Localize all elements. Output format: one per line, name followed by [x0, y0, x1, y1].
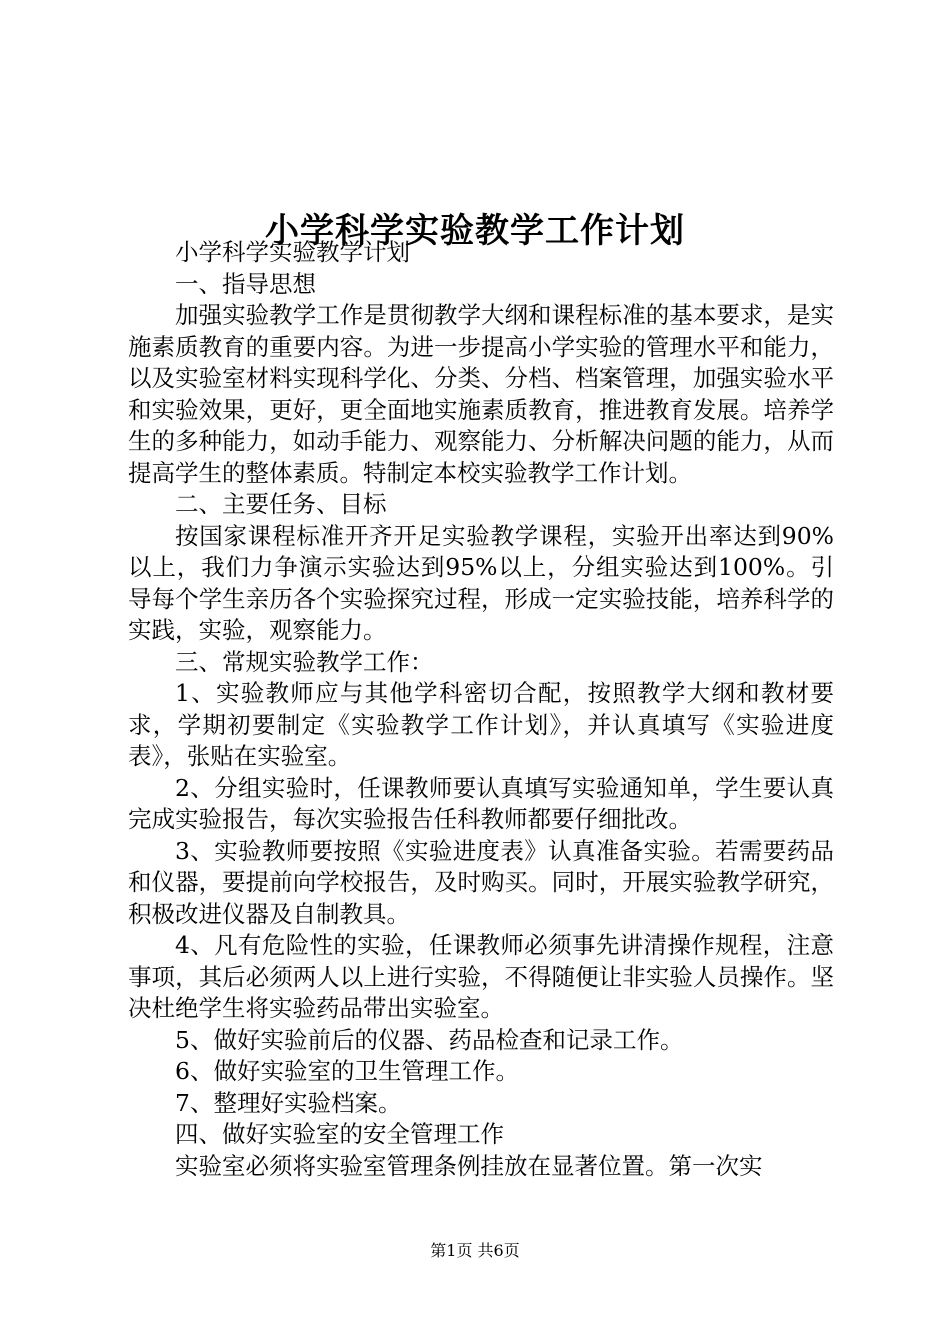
list-item-6: 6、做好实验室的卫生管理工作。	[175, 1057, 519, 1085]
list-item-1: 1、实验教师应与其他学科密切合配，按照教学大纲和教材要求，学期初要制定《实验教学工作计划》，并认真填写《实验进度表》，张贴在实验室。	[128, 679, 834, 770]
section-heading-3: 三、常规实验教学工作：	[175, 647, 434, 676]
section-heading-2: 二、主要任务、目标	[175, 490, 387, 518]
list-item-5: 5、做好实验前后的仪器、药品检查和记录工作。	[175, 1025, 684, 1054]
document-title: 小学科学实验教学工作计划	[265, 210, 685, 251]
document-body	[128, 237, 834, 1182]
paragraph-lab-safety: 实验室必须将实验室管理条例挂放在显著位置。第一次实	[175, 1151, 763, 1180]
list-item-7: 7、整理好实验档案。	[175, 1088, 402, 1117]
paragraph-guiding-ideas: 加强实验教学工作是贯彻教学大纲和课程标准的基本要求，是实施素质教育的重要内容。为进一步提高小学实验的管理水平和能力，以及实验室材料实现科学化、分类、分档、档案管理，加强实验水平和实验效果，更好，更全面地实施素质教育，推进教育发展。培养学生的多种能力，如动手能力、观察能力、分析解决问题的能力，从而提高学生的整体素质。特制定本校实验教学工作计划。	[128, 301, 834, 487]
paragraph-subtitle: 小学科学实验教学计划	[175, 238, 410, 266]
section-heading-1: 一、指导思想	[175, 269, 316, 298]
list-item-2: 2、分组实验时，任课教师要认真填写实验通知单，学生要认真完成实验报告，每次实验报告任科教师都要仔细批改。	[128, 773, 834, 833]
page-number-footer: 第1页 共6页	[430, 1241, 520, 1260]
paragraph-tasks-goals: 按国家课程标准开齐开足实验教学课程，实验开出率达到90%以上，我们力争演示实验达到95%以上，分组实验达到100%。引导每个学生亲历各个实验探究过程，形成一定实验技能，培养科学的实践，实验，观察能力。	[128, 521, 834, 644]
section-heading-4: 四、做好实验室的安全管理工作	[175, 1120, 504, 1148]
list-item-4: 4、凡有危险性的实验，任课教师必须事先讲清操作规程，注意事项，其后必须两人以上进行实验，不得随便让非实验人员操作。坚决杜绝学生将实验药品带出实验室。	[128, 931, 834, 1022]
list-item-3: 3、实验教师要按照《实验进度表》认真准备实验。若需要药品和仪器，要提前向学校报告，及时购买。同时，开展实验教学研究，积极改进仪器及自制教具。	[128, 836, 834, 928]
